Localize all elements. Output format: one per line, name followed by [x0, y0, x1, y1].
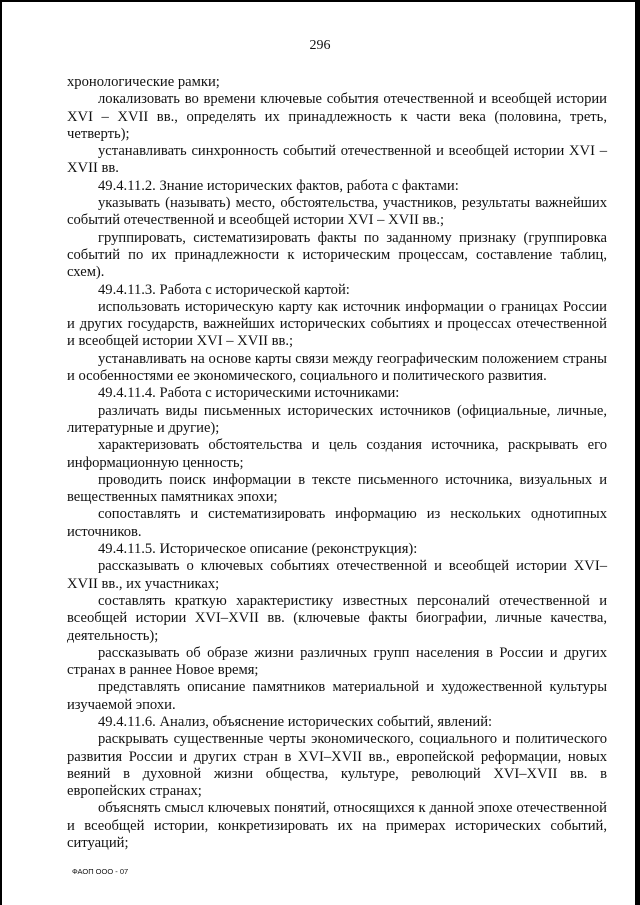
paragraph-18: представлять описание памятников материальной и художественной культуры изучаемой эпохи. [67, 679, 607, 713]
paragraph-16: составлять краткую характеристику известных персоналий отечественной и всеобщей истории XVI–XVII вв. (ключевые факты биографии, личные качества, деятельность); [67, 592, 607, 644]
scan-border-right [635, 0, 640, 905]
document-footer: ФАОП ООО - 07 [72, 867, 129, 876]
paragraph-10: различать виды письменных исторических источников (официальные, личные, литературные и другие); [67, 402, 607, 436]
paragraph-11: характеризовать обстоятельства и цель создания источника, раскрывать его информационную ценность; [67, 437, 607, 471]
paragraph-20: раскрывать существенные черты экономического, социального и политического развития России и других стран в XVI–XVII вв., европейской реформации, новых веяний в духовной жизни общества, культуре, революций XVI–XVII вв. в европейских странах; [67, 731, 607, 800]
paragraph-7: использовать историческую карту как источник информации о границах России и других государств, важнейших исторических событиях и процессах отечественной и всеобщей истории XVI – XVII вв.; [67, 298, 607, 350]
paragraph-2: устанавливать синхронность событий отечественной и всеобщей истории XVI – XVII вв. [67, 143, 607, 177]
paragraph-4: указывать (называть) место, обстоятельства, участников, результаты важнейших событий отечественной и всеобщей истории XVI – XVII вв.; [67, 195, 607, 229]
section-heading-49-4-11-5: 49.4.11.5. Историческое описание (реконструкция): [98, 541, 418, 558]
paragraph-17: рассказывать об образе жизни различных групп населения в России и других странах в раннее Новое время; [67, 644, 607, 679]
scan-border-left [0, 0, 2, 905]
paragraph-5: группировать, систематизировать факты по заданному признаку (группировка событий по их принадлежности к историческим процессам, составление таблиц, схем). [67, 229, 607, 281]
section-heading-49-4-11-2: 49.4.11.2. Знание исторических фактов, работа с фактами: [98, 177, 459, 194]
section-heading-49-4-11-4: 49.4.11.4. Работа с историческими источниками: [98, 385, 400, 402]
paragraph-15: рассказывать о ключевых событиях отечественной и всеобщей истории XVI–XVII вв., их участниках; [67, 558, 607, 592]
section-heading-49-4-11-6: 49.4.11.6. Анализ, объяснение исторических событий, явлений: [98, 713, 493, 730]
paragraph-0: хронологические рамки; [67, 74, 220, 90]
paragraph-1: локализовать во времени ключевые события отечественной и всеобщей истории XVI – XVII вв., определять их принадлежность к части века (половина, треть, четверть); [67, 91, 607, 142]
paragraph-12: проводить поиск информации в тексте письменного источника, визуальных и вещественных памятниках эпохи; [67, 471, 607, 506]
section-heading-49-4-11-3: 49.4.11.3. Работа с исторической картой: [98, 281, 350, 298]
paragraph-8: устанавливать на основе карты связи между географическим положением страны и особенностями ее экономического, социального и политического развития. [67, 350, 607, 385]
page-number: 296 [309, 38, 331, 53]
paragraph-21: объяснять смысл ключевых понятий, относящихся к данной эпохе отечественной и всеобщей истории, конкретизировать их на примерах исторических событий, ситуаций; [67, 800, 607, 852]
document-body [67, 74, 607, 852]
paragraph-13: сопоставлять и систематизировать информацию из нескольких однотипных источников. [67, 506, 607, 540]
scan-border-top [0, 0, 640, 2]
